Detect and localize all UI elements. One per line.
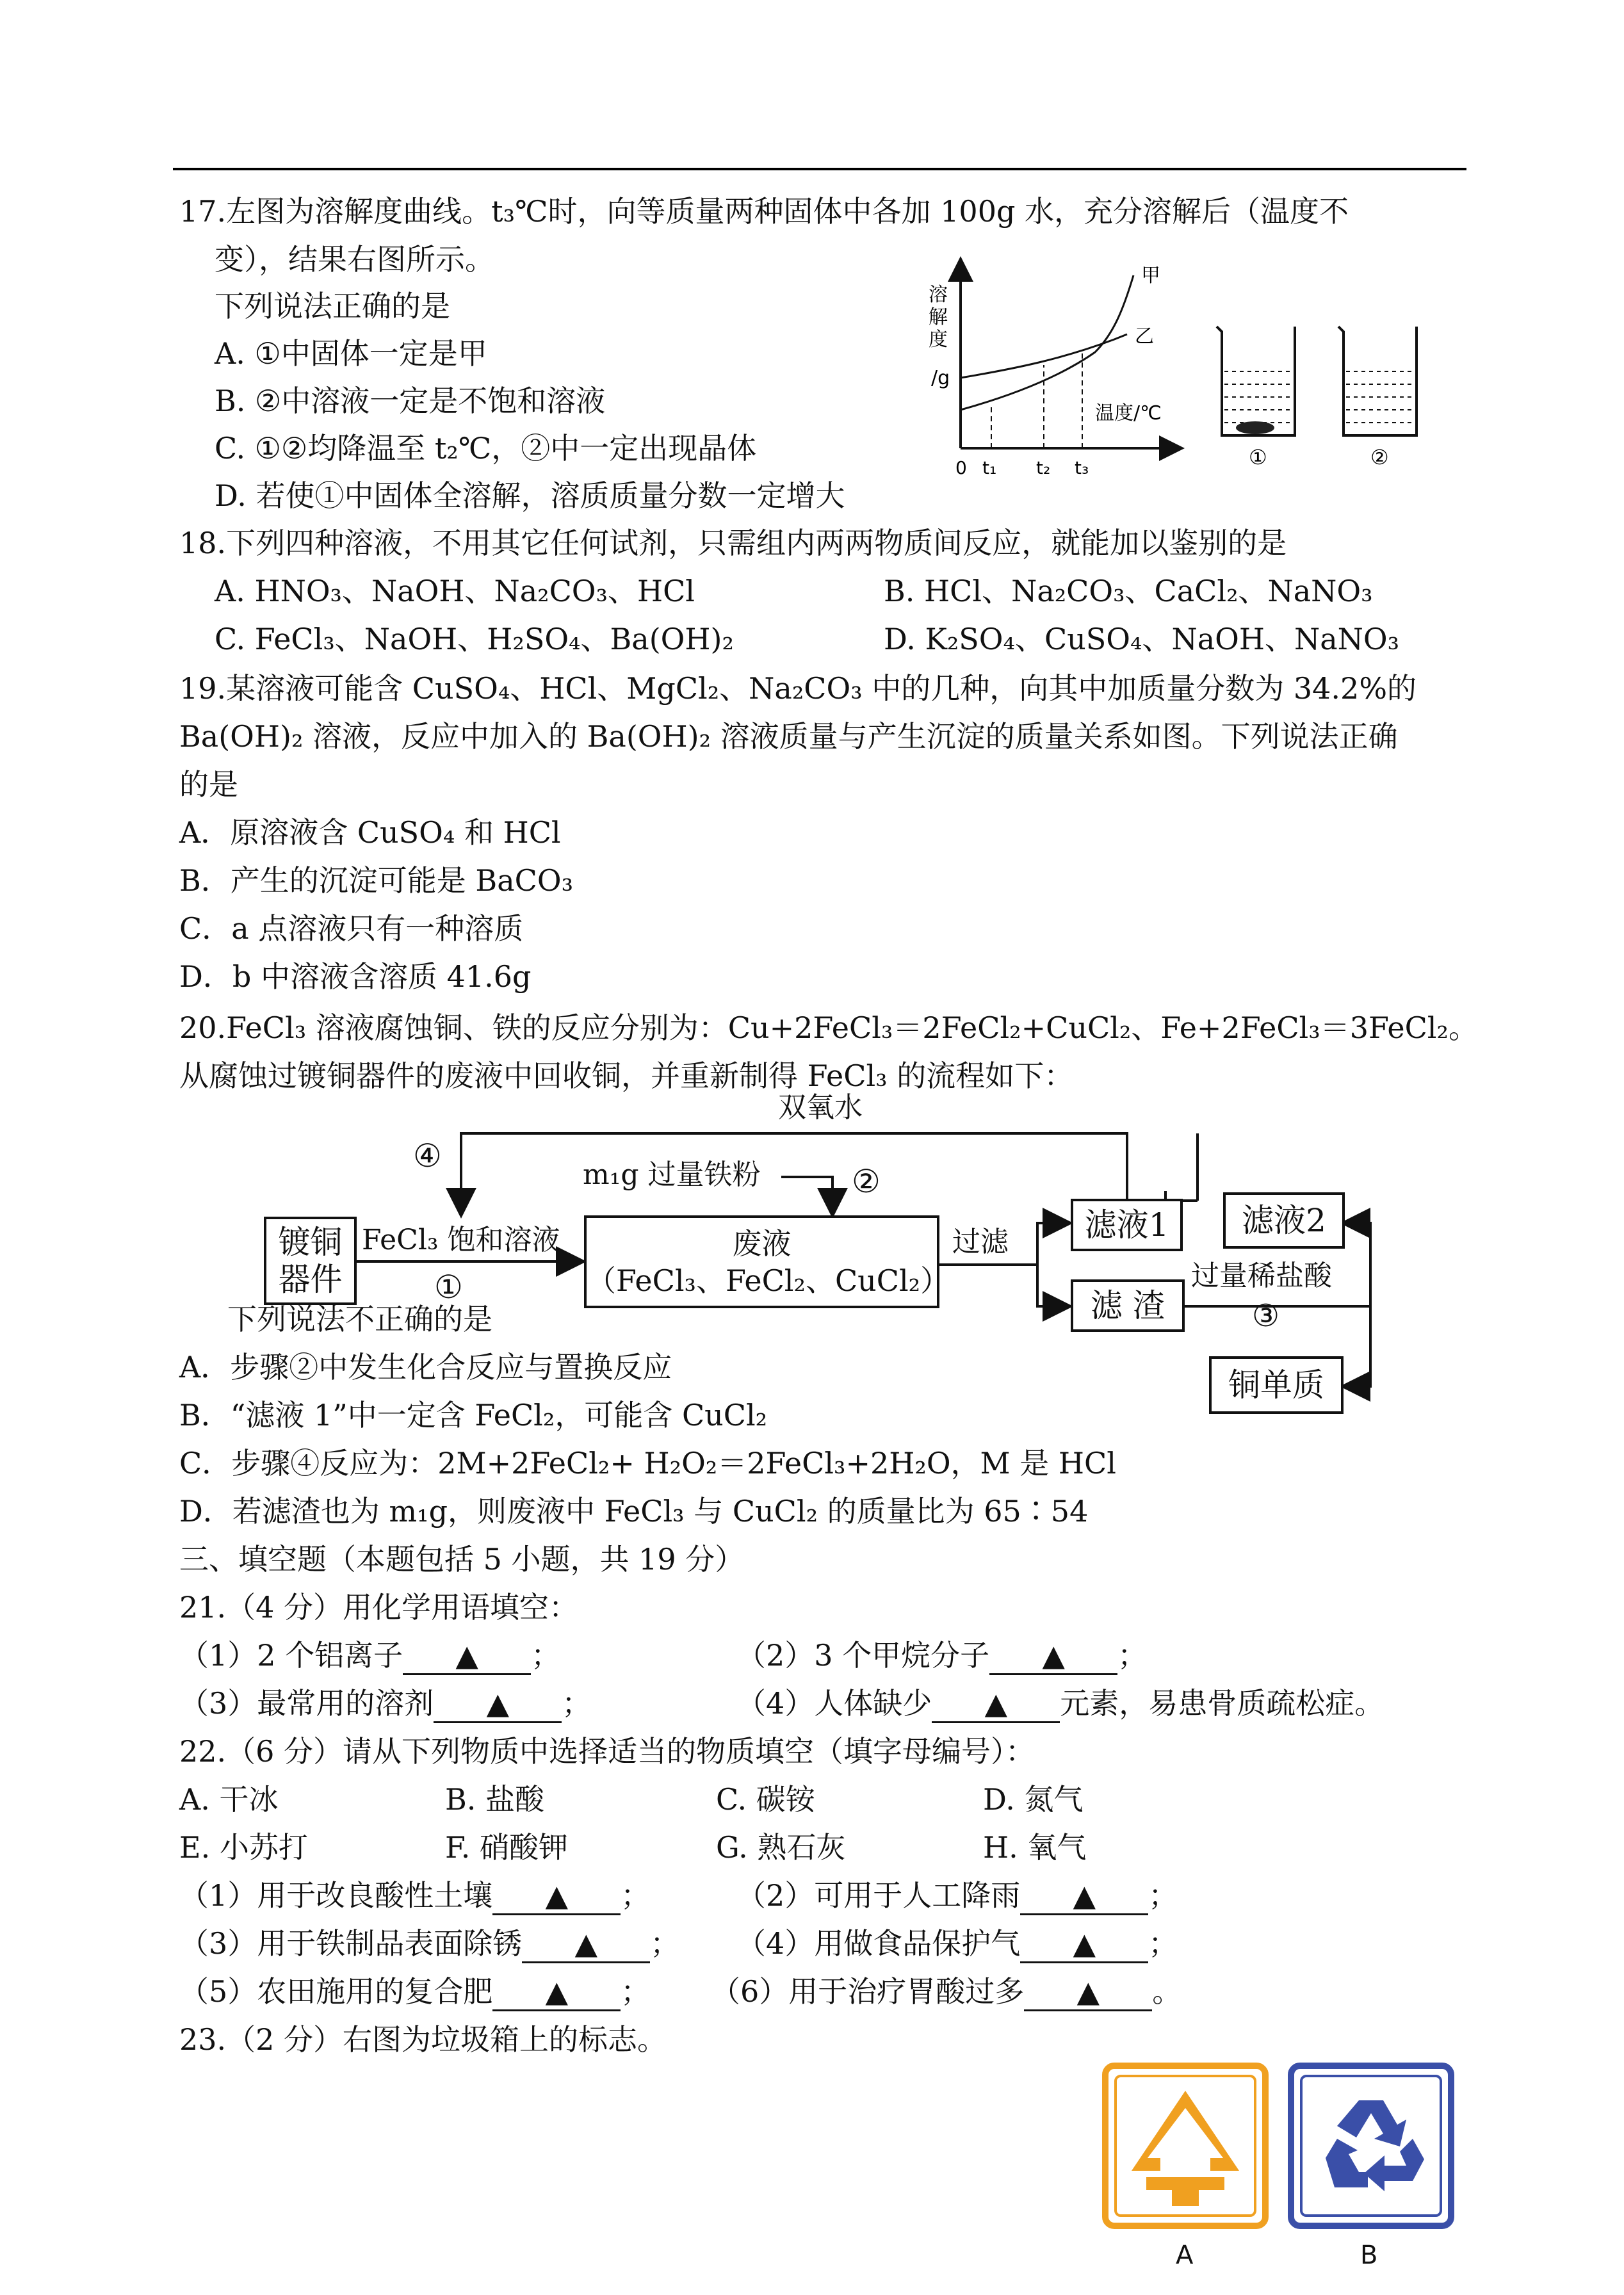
q17-option-c: C. ①②均降温至 t₂℃，②中一定出现晶体 [215, 431, 757, 466]
graph-t3: t₃ [1075, 457, 1089, 478]
semicolon: ； [621, 1878, 651, 1913]
beaker-1-label: ① [1249, 445, 1267, 469]
flow-copper: 铜单质 [1228, 1366, 1324, 1404]
semicolon: ； [1117, 1638, 1148, 1673]
q21-stem: 21.（4 分）用化学用语填空： [179, 1590, 579, 1625]
flow-step-3: ③ [1252, 1298, 1280, 1334]
q22-blank-2[interactable]: ▲ [1020, 1877, 1148, 1915]
q22-opt-a: A. 干冰 [179, 1782, 279, 1817]
curve-yi-label: 乙 [1135, 325, 1154, 348]
graph-ylabel-4: /g [931, 367, 950, 389]
q21-blank-1[interactable]: ▲ [403, 1637, 531, 1675]
q22-part-4 [736, 1924, 1178, 1963]
q20-option-d: D．若滤渣也为 m₁g，则废液中 FeCl₃ 与 CuCl₂ 的质量比为 65∶54 [179, 1494, 1089, 1529]
q18-option-a: A. HNO₃、NaOH、Na₂CO₃、HCl [215, 574, 695, 608]
q22-blank-6[interactable]: ▲ [1024, 1974, 1152, 2011]
semicolon: ； [531, 1638, 561, 1673]
beaker-2-label: ② [1370, 445, 1389, 469]
recycle-sign-b-icon [1287, 2062, 1455, 2230]
q22-opt-h: H. 氧气 [983, 1830, 1087, 1865]
period: 。 [1152, 1974, 1182, 2009]
q22-blank-1[interactable]: ▲ [492, 1877, 621, 1915]
flow-fecl3-saturated: FeCl₃ 饱和溶液 [362, 1224, 560, 1256]
curve-jia-label: 甲 [1141, 264, 1160, 287]
q18-option-c: C. FeCl₃、NaOH、H₂SO₄、Ba(OH)₂ [215, 622, 734, 656]
graph-xlabel: 温度/℃ [1095, 402, 1162, 425]
q21-blank-4[interactable]: ▲ [932, 1685, 1060, 1723]
q21-part-4-text: （4）人体缺少 [736, 1686, 932, 1721]
q22-opt-f: F. 硝酸钾 [445, 1830, 568, 1865]
flow-hcl-label: 过量稀盐酸 [1191, 1260, 1332, 1292]
flow-residue-box [1071, 1279, 1185, 1332]
q21-part-2-text: （2）3 个甲烷分子 [736, 1638, 990, 1673]
flow-filtrate-1: 滤液1 [1084, 1206, 1169, 1244]
q19-option-b: B．产生的沉淀可能是 BaCO₃ [179, 863, 574, 898]
q22-blank-4[interactable]: ▲ [1020, 1926, 1148, 1963]
graph-ylabel-2: 解 [929, 306, 948, 328]
q20-option-c: C．步骤④反应为：2M+2FeCl₂+ H₂O₂＝2FeCl₃+2H₂O，M 是 HCl [179, 1446, 1116, 1480]
q22-part-5-text: （5）农田施用的复合肥 [179, 1974, 493, 2009]
q23-stem: 23.（2 分）右图为垃圾箱上的标志。 [179, 2022, 667, 2057]
q18-stem: 18.下列四种溶液，不用其它任何试剂，只需组内两两物质间反应，就能加以鉴别的是 [179, 526, 1287, 560]
flow-iron-label: m₁g 过量铁粉 [583, 1158, 761, 1191]
q22-part-2-text: （2）可用于人工降雨 [736, 1878, 1021, 1913]
graph-ylabel-1: 溶 [929, 284, 948, 306]
graph-t1: t₁ [982, 457, 997, 478]
q19-line-3: 的是 [179, 767, 238, 802]
q22-blank-3[interactable]: ▲ [522, 1926, 650, 1963]
flow-filtrate-2-box [1223, 1192, 1345, 1249]
flow-waste-title: 废液 [732, 1226, 792, 1261]
q19-option-d: D．b 中溶液含溶质 41.6g [179, 959, 532, 994]
q21-part-1-text: （1）2 个铝离子 [179, 1638, 403, 1673]
semicolon: ； [1148, 1878, 1178, 1913]
q22-part-1 [179, 1876, 650, 1915]
q22-part-3 [179, 1924, 679, 1963]
q19-line-2: Ba(OH)₂ 溶液，反应中加入的 Ba(OH)₂ 溶液质量与产生沉淀的质量关系如图。下列说法正确 [179, 719, 1398, 754]
q20-prompt: 下列说法不正确的是 [227, 1302, 492, 1336]
q20-line-2: 从腐蚀过镀铜器件的废液中回收铜，并重新制得 FeCl₃ 的流程如下： [179, 1058, 1074, 1093]
q22-opt-c: C. 碳铵 [716, 1782, 815, 1817]
q21-part-4 [736, 1684, 1384, 1723]
q22-opt-d: D. 氮气 [983, 1782, 1084, 1817]
sign-b-label: B [1360, 2241, 1378, 2270]
q17-stem-cont: 变），结果右图所示。 [215, 242, 494, 277]
q21-blank-3[interactable]: ▲ [434, 1685, 562, 1723]
flow-filter-label: 过滤 [952, 1226, 1009, 1258]
q18-option-b: B. HCl、Na₂CO₃、CaCl₂、NaNO₃ [884, 574, 1373, 608]
q22-opt-b: B. 盐酸 [445, 1782, 545, 1817]
sign-a-label: A [1176, 2241, 1194, 2270]
q21-part-2 [736, 1636, 1147, 1675]
q22-opt-g: G. 熟石灰 [716, 1830, 846, 1865]
q20-line-1: 20.FeCl₃ 溶液腐蚀铜、铁的反应分别为：Cu+2FeCl₃＝2FeCl₂+CuCl₂、Fe+2FeCl₃＝3FeCl₂。 [179, 1010, 1478, 1045]
semicolon: ； [562, 1686, 592, 1721]
q17-option-b: B. ②中溶液一定是不饱和溶液 [215, 384, 606, 418]
flow-h2o2-label: 双氧水 [778, 1091, 863, 1124]
q22-part-6-text: （6）用于治疗胃酸过多 [711, 1974, 1025, 2009]
semicolon: ； [621, 1974, 651, 2009]
flow-waste-box [584, 1215, 950, 1308]
q20-option-a: A．步骤②中发生化合反应与置换反应 [179, 1350, 672, 1384]
flow-plated-parts-box [264, 1217, 357, 1305]
graph-t2: t₂ [1036, 457, 1051, 478]
q18-option-d: D. K₂SO₄、CuSO₄、NaOH、NaNO₃ [884, 622, 1400, 656]
flow-step-1: ① [434, 1269, 463, 1306]
flow-copper-box [1209, 1356, 1344, 1414]
q21-part-4-tail: 元素，易患骨质疏松症。 [1060, 1686, 1384, 1721]
graph-origin: 0 [955, 457, 967, 478]
flow-step-4: ④ [413, 1137, 442, 1174]
flow-filtrate-1-box [1071, 1199, 1183, 1251]
flow-plated-line-1: 镀铜 [278, 1224, 343, 1261]
q19-option-c: C．a 点溶液只有一种溶质 [179, 911, 524, 946]
q22-part-5 [179, 1972, 650, 2011]
semicolon: ； [1148, 1926, 1178, 1961]
q22-blank-5[interactable]: ▲ [492, 1974, 621, 2011]
flow-waste-contents: （FeCl₃、FeCl₂、CuCl₂） [587, 1263, 950, 1298]
q22-opt-e: E. 小苏打 [179, 1830, 308, 1865]
q17-stem: 17.左图为溶解度曲线。t₃℃时，向等质量两种固体中各加 100g 水，充分溶解后（温度不 [179, 194, 1349, 229]
q22-part-4-text: （4）用做食品保护气 [736, 1926, 1021, 1961]
q17-prompt: 下列说法正确的是 [215, 289, 450, 323]
flow-step-2: ② [852, 1163, 881, 1200]
flow-residue: 滤 渣 [1091, 1287, 1165, 1324]
q17-option-a: A. ①中固体一定是甲 [215, 336, 487, 371]
q22-stem: 22.（6 分）请从下列物质中选择适当的物质填空（填字母编号）： [179, 1734, 1035, 1769]
q20-option-b: B．“滤液 1”中一定含 FeCl₂，可能含 CuCl₂ [179, 1398, 768, 1432]
q21-part-3 [179, 1684, 591, 1723]
flow-plated-line-2: 器件 [278, 1261, 343, 1298]
flow-filtrate-2: 滤液2 [1242, 1202, 1326, 1239]
semicolon: ； [650, 1926, 680, 1961]
q22-part-6 [711, 1972, 1181, 2011]
q22-part-3-text: （3）用于铁制品表面除锈 [179, 1926, 523, 1961]
q17-option-d: D. 若使①中固体全溶解，溶质质量分数一定增大 [215, 478, 845, 513]
q19-line-1: 19.某溶液可能含 CuSO₄、HCl、MgCl₂、Na₂CO₃ 中的几种，向其中加质量分数为 34.2%的 [179, 671, 1417, 706]
q21-blank-2[interactable]: ▲ [989, 1637, 1117, 1675]
q21-part-1 [179, 1636, 560, 1675]
graph-ylabel-3: 度 [929, 328, 948, 351]
q21-part-3-text: （3）最常用的溶剂 [179, 1686, 434, 1721]
hazard-sign-a-icon [1101, 2062, 1269, 2230]
section-3-heading: 三、填空题（本题包括 5 小题，共 19 分） [179, 1542, 745, 1577]
q19-option-a: A．原溶液含 CuSO₄ 和 HCl [179, 815, 561, 850]
q22-part-2 [736, 1876, 1178, 1915]
q22-part-1-text: （1）用于改良酸性土壤 [179, 1878, 493, 1913]
